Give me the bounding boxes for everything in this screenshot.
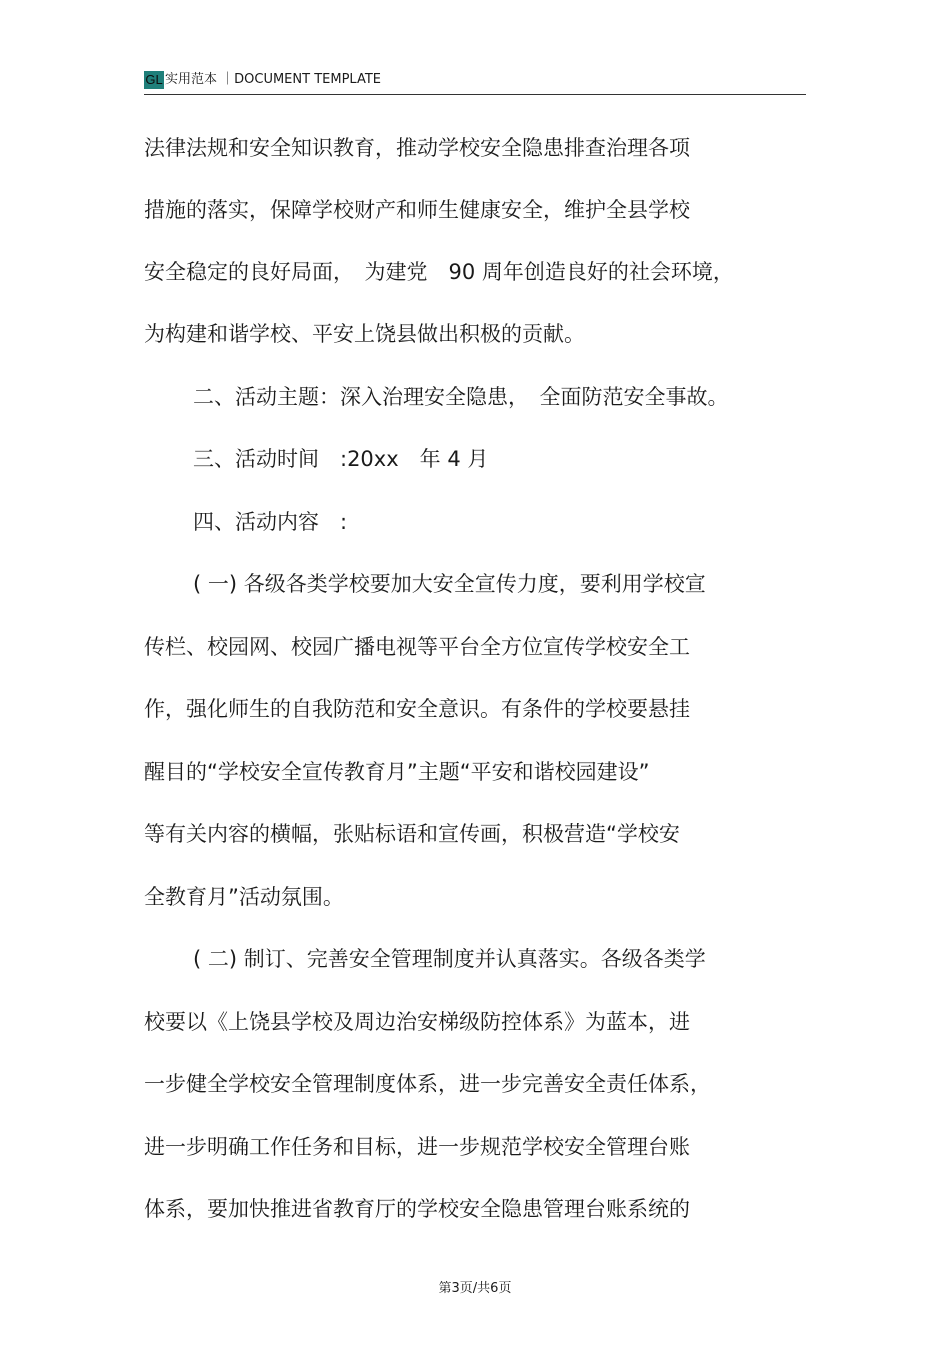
body-line: 传栏、校园网、校园广播电视等平台全方位宣传学校安全工 — [144, 635, 690, 659]
body-line: 措施的落实，保障学校财产和师生健康安全，维护全县学校 — [144, 198, 690, 222]
gl-logo: GL — [145, 72, 163, 87]
section-heading-content: 四、活动内容 : — [193, 510, 348, 534]
body-line: 进一步明确工作任务和目标，进一步规范学校安全管理台账 — [144, 1135, 690, 1159]
section-heading-time: 三、活动时间 :20xx 年 4 月 — [193, 447, 489, 471]
body-line: 作，强化师生的自我防范和安全意识。有条件的学校要悬挂 — [144, 697, 690, 721]
paragraph-start-1: ( 一) 各级各类学校要加大安全宣传力度，要利用学校宣 — [193, 572, 706, 596]
body-line: 一步健全学校安全管理制度体系，进一步完善安全责任体系， — [144, 1072, 711, 1096]
body-line: 安全稳定的良好局面， 为建党 90 周年创造良好的社会环境， — [144, 260, 734, 284]
body-line: 为构建和谐学校、平安上饶县做出积极的贡献。 — [144, 322, 585, 346]
page-indicator: 第3页/共6页 — [438, 1281, 512, 1296]
header-title: 实用范本 ｜DOCUMENT TEMPLATE — [165, 72, 381, 87]
body-line: 全教育月”活动氛围。 — [144, 885, 344, 909]
section-heading-theme: 二、活动主题：深入治理安全隐患， 全面防范安全事故。 — [193, 385, 729, 409]
page-header — [144, 70, 806, 95]
body-line: 校要以《上饶县学校及周边治安梯级防控体系》为蓝本，进 — [144, 1010, 690, 1034]
body-line: 醒目的“学校安全宣传教育月”主题“平安和谐校园建设” — [144, 760, 650, 784]
body-line: 等有关内容的横幅，张贴标语和宣传画，积极营造“学校安 — [144, 822, 680, 846]
paragraph-start-2: ( 二) 制订、完善安全管理制度并认真落实。各级各类学 — [193, 947, 706, 971]
body-line: 体系，要加快推进省教育厅的学校安全隐患管理台账系统的 — [144, 1197, 690, 1221]
body-line: 法律法规和安全知识教育，推动学校安全隐患排查治理各项 — [144, 136, 690, 160]
